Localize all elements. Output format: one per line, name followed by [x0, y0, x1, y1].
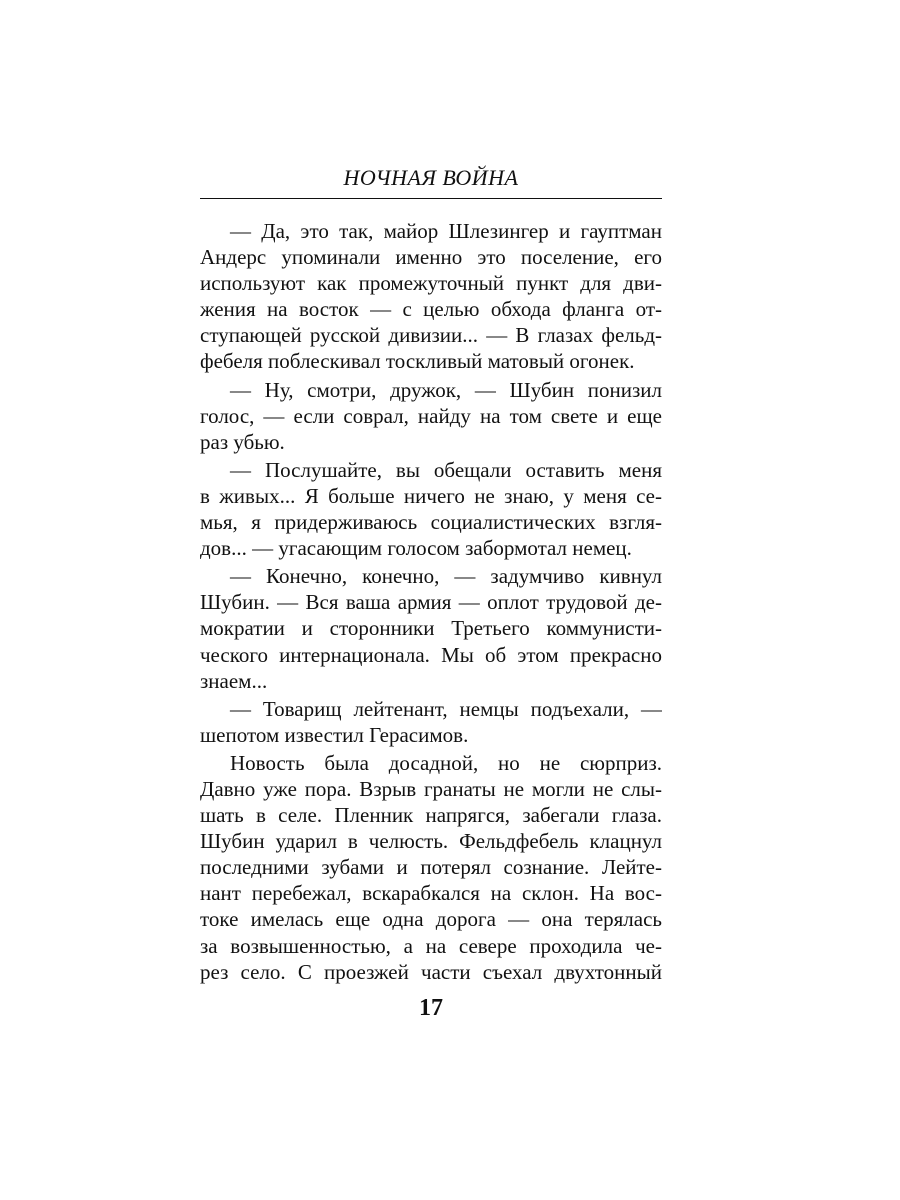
text-line: нант перебежал, вскарабкался на склон. На вос- — [200, 881, 662, 906]
paragraph — [200, 750, 662, 985]
text-line: используют как промежуточный пункт для дви- — [200, 271, 662, 296]
text-line: — Послушайте, вы обещали оставить меня — [230, 457, 662, 482]
text-line: — Товарищ лейтенант, немцы подъехали, — — [230, 696, 662, 721]
text-line: — Конечно, конечно, — задумчиво кивнул — [230, 564, 662, 589]
paragraph — [200, 457, 662, 561]
text-line: ческого интернационала. Мы об этом прекрасно — [200, 642, 662, 667]
text-line: жения на восток — с целью обхода фланга от- — [200, 297, 662, 322]
body-text — [200, 218, 662, 985]
text-line: голос, — если соврал, найду на том свете и еще — [200, 403, 662, 428]
paragraph — [200, 218, 662, 375]
text-line: знаем... — [200, 668, 268, 693]
text-line: Шубин ударил в челюсть. Фельдфебель клацнул — [200, 829, 662, 854]
text-line: мья, я придерживаюсь социалистических взгля- — [200, 510, 662, 535]
text-line: раз убью. — [200, 429, 285, 454]
paragraph — [200, 563, 662, 693]
text-line: Давно уже пора. Взрыв гранаты не могли не слы- — [200, 776, 662, 801]
text-line: дов... — угасающим голосом забормотал немец. — [200, 536, 632, 561]
text-line: ступающей русской дивизии... — В глазах фельд- — [200, 323, 662, 348]
text-line: шать в селе. Пленник напрягся, забегали глаза. — [200, 803, 662, 828]
text-line: шепотом известил Герасимов. — [200, 722, 469, 747]
text-line: фебеля поблескивал тоскливый матовый огонек. — [200, 349, 635, 374]
text-line: в живых... Я больше ничего не знаю, у меня се- — [200, 483, 662, 508]
text-line: последними зубами и потерял сознание. Лейте- — [200, 855, 662, 880]
text-line: — Да, это так, майор Шлезингер и гауптман — [230, 219, 662, 243]
text-line: мократии и сторонники Третьего коммунисти- — [200, 616, 662, 641]
text-line: за возвышенностью, а на севере проходила че- — [200, 933, 662, 958]
paragraph — [200, 696, 662, 748]
text-line: Андерс упоминали именно это поселение, его — [200, 245, 662, 270]
text-line: рез село. С проезжей части съехал двухтонный — [200, 959, 662, 984]
header-rule — [200, 198, 662, 199]
page-number: 17 — [419, 995, 443, 1021]
text-line: Шубин. — Вся ваша армия — оплот трудовой де- — [200, 590, 662, 615]
running-head: НОЧНАЯ ВОЙНА — [343, 165, 519, 190]
paragraph — [200, 377, 662, 455]
text-line: Новость была досадной, но не сюрприз. — [230, 750, 662, 775]
text-line: токе имелась еще одна дорога — она терялась — [200, 907, 662, 932]
text-line: — Ну, смотри, дружок, — Шубин понизил — [230, 377, 662, 402]
